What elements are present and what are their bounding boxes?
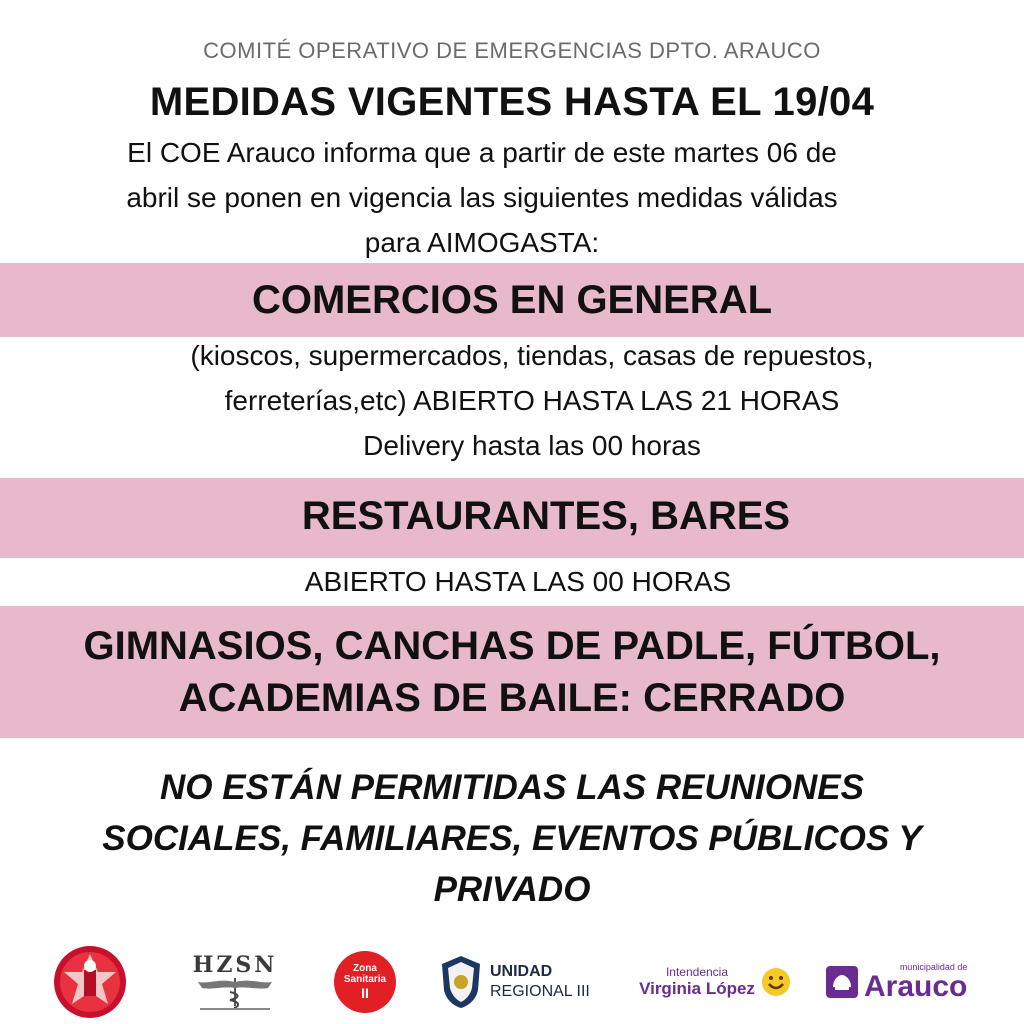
section-details-restaurantes: [6, 559, 1024, 604]
municipalidad-name: Arauco: [864, 970, 968, 1003]
smiley-icon: [761, 967, 791, 997]
organization-name: COMITÉ OPERATIVO DE EMERGENCIAS DPTO. ARAUCO: [203, 38, 821, 63]
warning-line: PRIVADO: [433, 870, 591, 909]
logo-strip: [40, 940, 984, 1024]
section-details-comercios: [20, 333, 1024, 468]
firefighter-emblem-icon: [44, 942, 136, 1022]
warning-line: SOCIALES, FAMILIARES, EVENTOS PÚBLICOS Y: [102, 819, 922, 858]
detail-line: (kioscos, supermercados, tiendas, casas de repuestos,: [190, 340, 874, 371]
intendencia-label: Intendencia: [665, 965, 729, 979]
intro-line: para AIMOGASTA:: [364, 227, 600, 258]
unidad-text: UNIDAD: [490, 963, 553, 980]
zona-sanitaria-badge: [334, 951, 396, 1013]
unidad-regional-logo: [440, 940, 610, 1024]
section-heading-gimnasios: [0, 620, 1024, 724]
intro-line: El COE Arauco informa que a partir de este martes 06 de: [127, 137, 837, 168]
hzsn-text: HZSN: [192, 952, 278, 978]
zona-number: II: [361, 985, 369, 1001]
detail-line: ferreterías,etc) ABIERTO HASTA LAS 21 HORAS: [224, 385, 840, 416]
intendencia-name: Virginia López: [639, 979, 755, 998]
warning-notice: [0, 762, 1024, 915]
headline: MEDIDAS VIGENTES HASTA EL 19/04: [149, 80, 875, 124]
regional-text: REGIONAL III: [490, 983, 590, 1000]
section-heading-restaurantes: RESTAURANTES, BARES: [301, 494, 791, 538]
municipalidad-small: municipalidad de: [899, 962, 968, 972]
intro-line: abril se ponen en vigencia las siguientes medidas válidas: [126, 182, 838, 213]
intendencia-text: [639, 965, 755, 999]
heading-line: ACADEMIAS DE BAILE: CERRADO: [178, 676, 846, 720]
municipalidad-logo: [825, 940, 984, 1024]
heading-line: GIMNASIOS, CANCHAS DE PADLE, FÚTBOL,: [83, 624, 941, 668]
municipalidad-text: [864, 962, 967, 1002]
intendencia-logo: [630, 940, 800, 1024]
zona-sanitaria-logo: [330, 940, 400, 1024]
municipal-seal-icon: [825, 965, 859, 999]
detail-line: Delivery hasta las 00 horas: [363, 430, 701, 461]
detail-line: ABIERTO HASTA LAS 00 HORAS: [304, 566, 732, 597]
police-shield-icon: [440, 954, 482, 1010]
bomberos-logo: [40, 940, 140, 1024]
hzsn-logo: [180, 940, 290, 1024]
medical-caduceus-icon: [190, 978, 280, 1012]
section-heading-comercios: COMERCIOS EN GENERAL: [251, 278, 773, 322]
intro-paragraph: [0, 130, 994, 265]
unidad-regional-text: [490, 962, 590, 1002]
warning-line: NO ESTÁN PERMITIDAS LAS REUNIONES: [160, 768, 864, 807]
zona-text: Zona: [353, 963, 377, 974]
sanitaria-text: Sanitaria: [343, 974, 387, 985]
